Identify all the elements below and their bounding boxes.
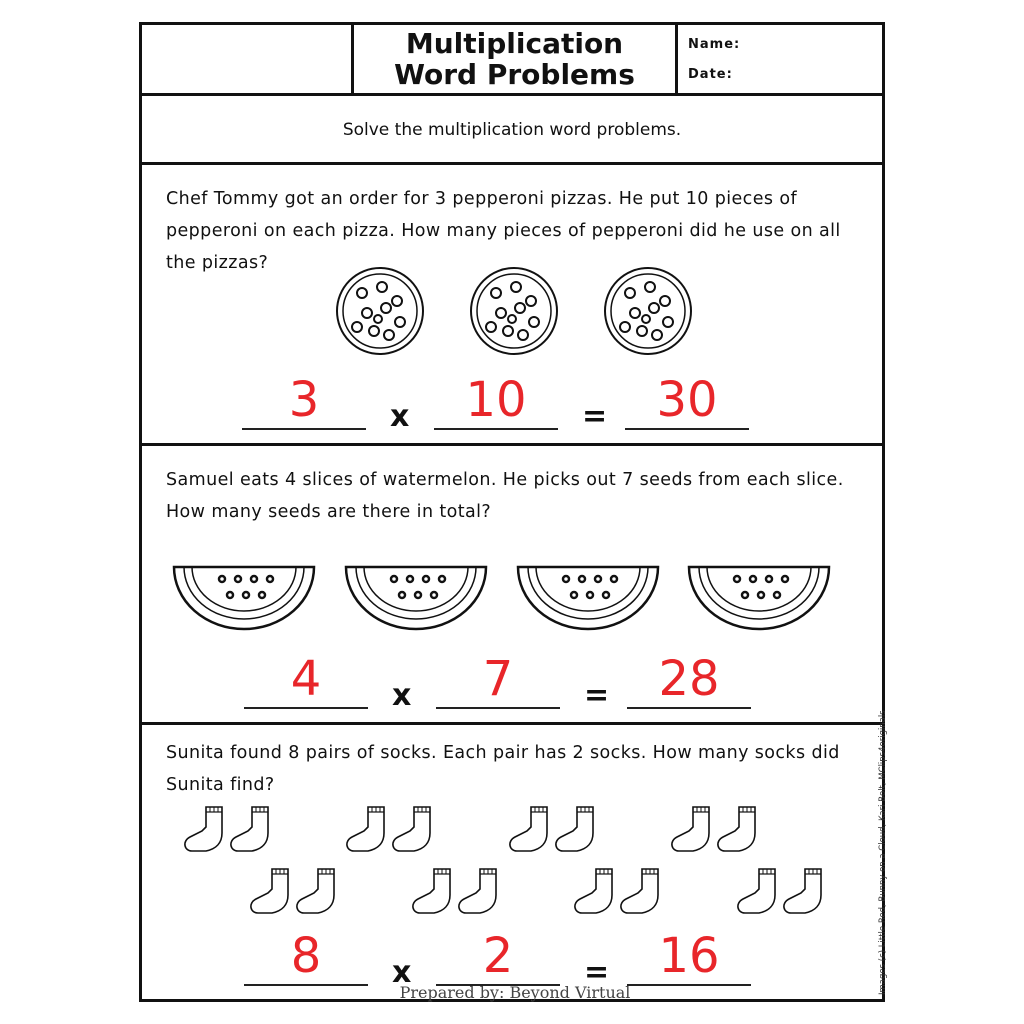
footer-prepared-by: Prepared by: Beyond Virtual <box>399 983 631 1002</box>
name-label: Name: <box>688 37 741 52</box>
product-answer: 28 <box>658 651 720 707</box>
pizza-icon <box>471 268 557 354</box>
factor-2-blank[interactable] <box>436 647 560 709</box>
sock-pair-icon <box>347 807 430 851</box>
sock-pair-icon <box>575 869 658 913</box>
problem-2-equation <box>142 647 882 713</box>
name-date-cell <box>678 25 882 93</box>
sock-pair-icon <box>413 869 496 913</box>
sock-pair-icon <box>251 869 334 913</box>
factor-1-answer: 8 <box>290 928 322 984</box>
title-line-2: Word Problems <box>394 58 635 91</box>
problem-3-equation <box>142 924 882 990</box>
sock-pair-icon <box>738 869 821 913</box>
factor-2-answer: 2 <box>482 928 514 984</box>
watermelon-slice-icon <box>346 567 486 629</box>
factor-2-answer: 7 <box>482 651 514 707</box>
product-answer: 16 <box>658 928 720 984</box>
watermelon-slice-icon <box>174 567 314 629</box>
factor-1-blank[interactable] <box>244 924 368 986</box>
factor-2-blank[interactable] <box>434 368 558 430</box>
watermelon-slice-icon <box>518 567 658 629</box>
pizza-icon <box>605 268 691 354</box>
problem-1 <box>142 165 882 446</box>
instructions: Solve the multiplication word problems. <box>142 96 882 165</box>
problem-3 <box>142 725 882 999</box>
worksheet <box>139 22 885 1002</box>
times-sign: x <box>392 678 412 713</box>
watermelon-slice-icon <box>689 567 829 629</box>
factor-1-answer: 4 <box>290 651 322 707</box>
times-sign: x <box>390 399 410 434</box>
problem-2-text: Samuel eats 4 slices of watermelon. He picks out 7 seeds from each slice. How many seeds are there in total? <box>166 470 844 522</box>
image-credit: Images (c) Little Red, Bunny on a Cloud, Kari Bolt, MClips4originals <box>878 710 888 995</box>
equals-sign: = <box>582 399 608 434</box>
header-blank-cell <box>142 25 351 93</box>
factor-1-blank[interactable] <box>244 647 368 709</box>
title-line-1: Multiplication <box>405 27 624 60</box>
sock-pair-icon <box>510 807 593 851</box>
title-cell <box>351 25 678 93</box>
pizza-icon <box>337 268 423 354</box>
product-answer: 30 <box>656 372 718 428</box>
problem-2 <box>142 446 882 725</box>
factor-1-answer: 3 <box>288 372 320 428</box>
product-blank[interactable] <box>625 368 749 430</box>
factor-1-blank[interactable] <box>242 368 366 430</box>
sock-pair-icon <box>672 807 755 851</box>
equals-sign: = <box>584 955 610 990</box>
product-blank[interactable] <box>627 924 751 986</box>
date-label: Date: <box>688 67 733 82</box>
problem-1-equation <box>142 368 882 434</box>
problem-1-text: Chef Tommy got an order for 3 pepperoni pizzas. He put 10 pieces of pepperoni on each pizza. How many pieces of pepperoni did he use on all the pizzas? <box>166 189 841 273</box>
problem-3-text: Sunita found 8 pairs of socks. Each pair has 2 socks. How many socks did Sunita find? <box>166 743 840 795</box>
times-sign: x <box>392 955 412 990</box>
factor-2-answer: 10 <box>465 372 527 428</box>
equals-sign: = <box>584 678 610 713</box>
sock-pair-icon <box>185 807 268 851</box>
factor-2-blank[interactable] <box>436 924 560 986</box>
product-blank[interactable] <box>627 647 751 709</box>
worksheet-header <box>142 25 882 96</box>
